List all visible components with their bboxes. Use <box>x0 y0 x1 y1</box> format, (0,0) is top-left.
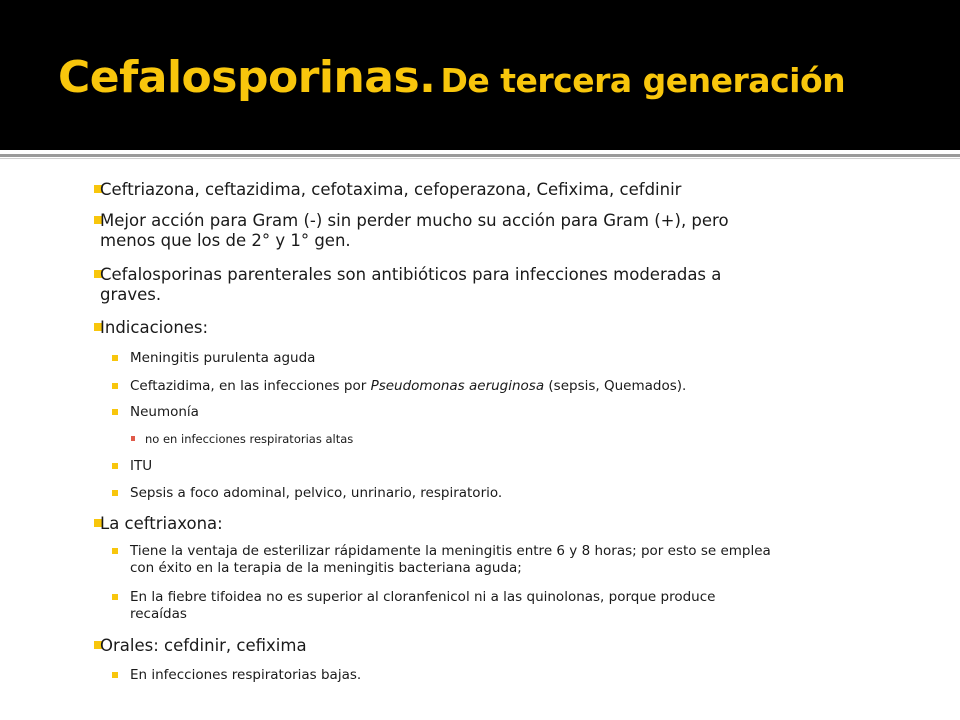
title-bar <box>0 0 960 150</box>
square-bullet-icon <box>112 490 118 496</box>
square-bullet-icon <box>112 409 118 415</box>
square-bullet-icon <box>112 463 118 469</box>
square-bullet-icon <box>112 355 118 361</box>
title-sub: De tercera generación <box>440 61 846 100</box>
square-bullet-icon <box>112 594 118 600</box>
title-main: Cefalosporinas. <box>58 52 436 103</box>
divider-line <box>0 154 960 157</box>
square-bullet-icon <box>112 383 118 389</box>
bullet-text: Indicaciones: <box>100 318 209 337</box>
square-bullet-icon <box>112 548 118 554</box>
bullet-text: Cefalosporinas parenterales son antibióticos para infecciones moderadas a <box>100 265 722 284</box>
square-bullet-icon <box>112 672 118 678</box>
slide-title <box>58 52 845 103</box>
bullet-text: Ceftriazona, ceftazidima, cefotaxima, cefoperazona, Cefixima, cefdinir <box>100 180 682 199</box>
square-bullet-icon <box>131 436 135 441</box>
bullet-text: Mejor acción para Gram (-) sin perder mucho su acción para Gram (+), pero <box>100 211 729 230</box>
divider-line-light <box>0 158 960 159</box>
